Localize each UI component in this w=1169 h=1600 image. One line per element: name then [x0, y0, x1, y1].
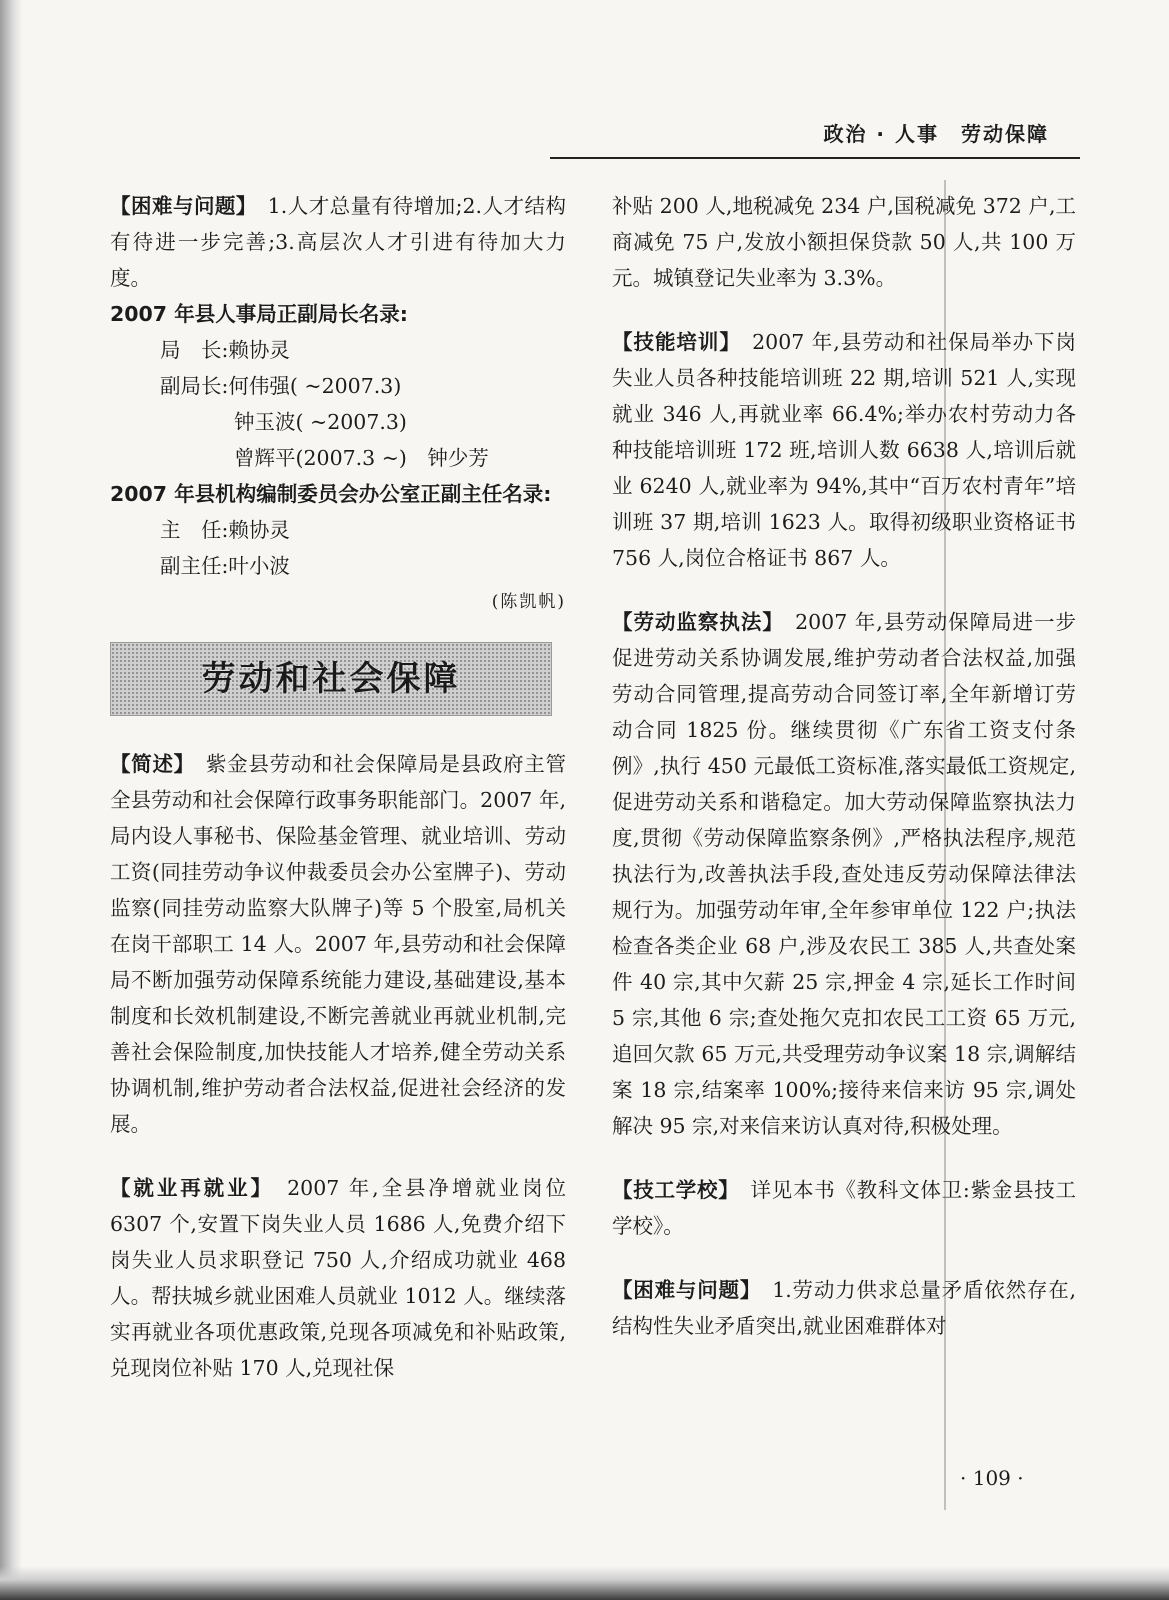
school-tag: 【技工学校】	[612, 1178, 730, 1202]
difficulty2-tag: 【困难与问题】	[612, 1278, 751, 1302]
school-text: 详见本书《教科文体卫:紫金县技工学校》。	[612, 1178, 1077, 1238]
bureau-deputy-3: 曾辉平(2007.3 ~) 钟少芳	[234, 446, 489, 470]
office-heading: 2007 年县机构编制委员会办公室正副主任名录:	[110, 482, 552, 506]
scan-edge-shadow	[0, 0, 22, 1600]
bureau-heading: 2007 年县人事局正副局长名录:	[110, 302, 408, 326]
bureau-deputy-2: 钟玉波( ~2007.3)	[234, 410, 407, 434]
difficulty2-paragraph	[612, 1272, 1076, 1344]
running-head: 政治 · 人事 劳动保障	[823, 122, 1049, 146]
overview-paragraph	[110, 746, 566, 1142]
right-column	[612, 188, 1076, 1344]
office-deputy: 副主任:叶小波	[160, 554, 290, 578]
office-director: 主 任:赖协灵	[160, 518, 290, 542]
difficulty-paragraph	[110, 188, 566, 296]
scan-bottom-edge	[0, 1566, 1169, 1600]
employment-paragraph	[110, 1170, 566, 1386]
supervision-tag: 【劳动监察执法】	[612, 610, 774, 634]
overview-text: 紫金县劳动和社会保障局是县政府主管全县劳动和社会保障行政事务职能部门。2007 年,局内设人事秘书、保险基金管理、就业培训、劳动工资(同挂劳动争议仲裁委员会办公室牌子)、劳动监察(同挂劳动监察大队牌子)等 5 个股室,局机关在岗干部职工 14 人。2007 年,县劳动和社会保障局不断加强劳动保障系统能力建设,基础建设,基本制度和长效机制建设,不断完善就业再就业机制,完善社会保险制度,加快技能人才培养,健全劳动关系协调机制,维护劳动者合法权益,促进社会经济的发展。	[110, 752, 567, 1136]
training-tag: 【技能培训】	[612, 330, 731, 354]
supervision-paragraph	[612, 604, 1076, 1144]
left-column	[110, 188, 566, 1386]
page-number: · 109 ·	[960, 1466, 1024, 1490]
employment-tag: 【就业再就业】	[110, 1176, 264, 1200]
author-credit: (陈凯帆)	[491, 592, 566, 612]
school-paragraph	[612, 1172, 1076, 1244]
difficulty-text: 1.人才总量有待增加;2.人才结构有待进一步完善;3.高层次人才引进有待加大力度。	[110, 194, 567, 290]
difficulty2-text: 1.劳动力供求总量矛盾依然存在,结构性失业矛盾突出,就业困难群体对	[612, 1278, 1077, 1338]
header-rule	[550, 157, 1080, 159]
training-text: 2007 年,县劳动和社保局举办下岗失业人员各种技能培训班 22 期,培训 521 人,实现就业 346 人,再就业率 66.4%;举办农村劳动力各种技能培训班 172 班,培训人数 6638 人,培训后就业 6240 人,就业率为 94%,其中“百万农村青年”培训班 37 期,培训 1623 人。取得初级职业资格证书 756 人,岗位合格证书 867 人。	[612, 330, 1077, 570]
overview-tag: 【简述】	[110, 752, 185, 776]
section-banner	[110, 642, 552, 716]
supervision-text: 2007 年,县劳动保障局进一步促进劳动关系协调发展,维护劳动者合法权益,加强劳动合同管理,提高劳动合同签订率,全年新增订劳动合同 1825 份。继续贯彻《广东省工资支付条例》,执行 450 元最低工资标准,落实最低工资规定,促进劳动关系和谐稳定。加大劳动保障监察执法力度,贯彻《劳动保障监察条例》,严格执法程序,规范执法行为,改善执法手段,查处违反劳动保障法律法规行为。加强劳动年审,全年参审单位 122 户;执法检查各类企业 68 户,涉及农民工 385 人,共查处案件 40 宗,其中欠薪 25 宗,押金 4 宗,延长工作时间 5 宗,其他 6 宗;查处拖欠克扣农民工工资 65 万元,追回欠款 65 万元,共受理劳动争议案 18 宗,调解结案 18 宗,结案率 100%;接待来信来访 95 宗,调处解决 95 宗,对来信来访认真对待,积极处理。	[612, 610, 1077, 1138]
employment-text: 2007 年,全县净增就业岗位 6307 个,安置下岗失业人员 1686 人,免费介绍下岗失业人员求职登记 750 人,介绍成功就业 468 人。帮扶城乡就业困难人员就业 1012 人。继续落实再就业各项优惠政策,兑现各项减免和补贴政策,兑现岗位补贴 170 人,兑现社保	[110, 1176, 567, 1380]
section-title: 劳动和社会保障	[201, 659, 461, 699]
employment-continued: 补贴 200 人,地税减免 234 户,国税减免 372 户,工商减免 75 户,发放小额担保贷款 50 人,共 100 万元。城镇登记失业率为 3.3%。	[612, 194, 1076, 290]
training-paragraph	[612, 324, 1076, 576]
bureau-deputy-1: 副局长:何伟强( ~2007.3)	[160, 374, 402, 398]
bureau-director: 局 长:赖协灵	[160, 338, 290, 362]
difficulty-tag: 【困难与问题】	[110, 194, 247, 218]
